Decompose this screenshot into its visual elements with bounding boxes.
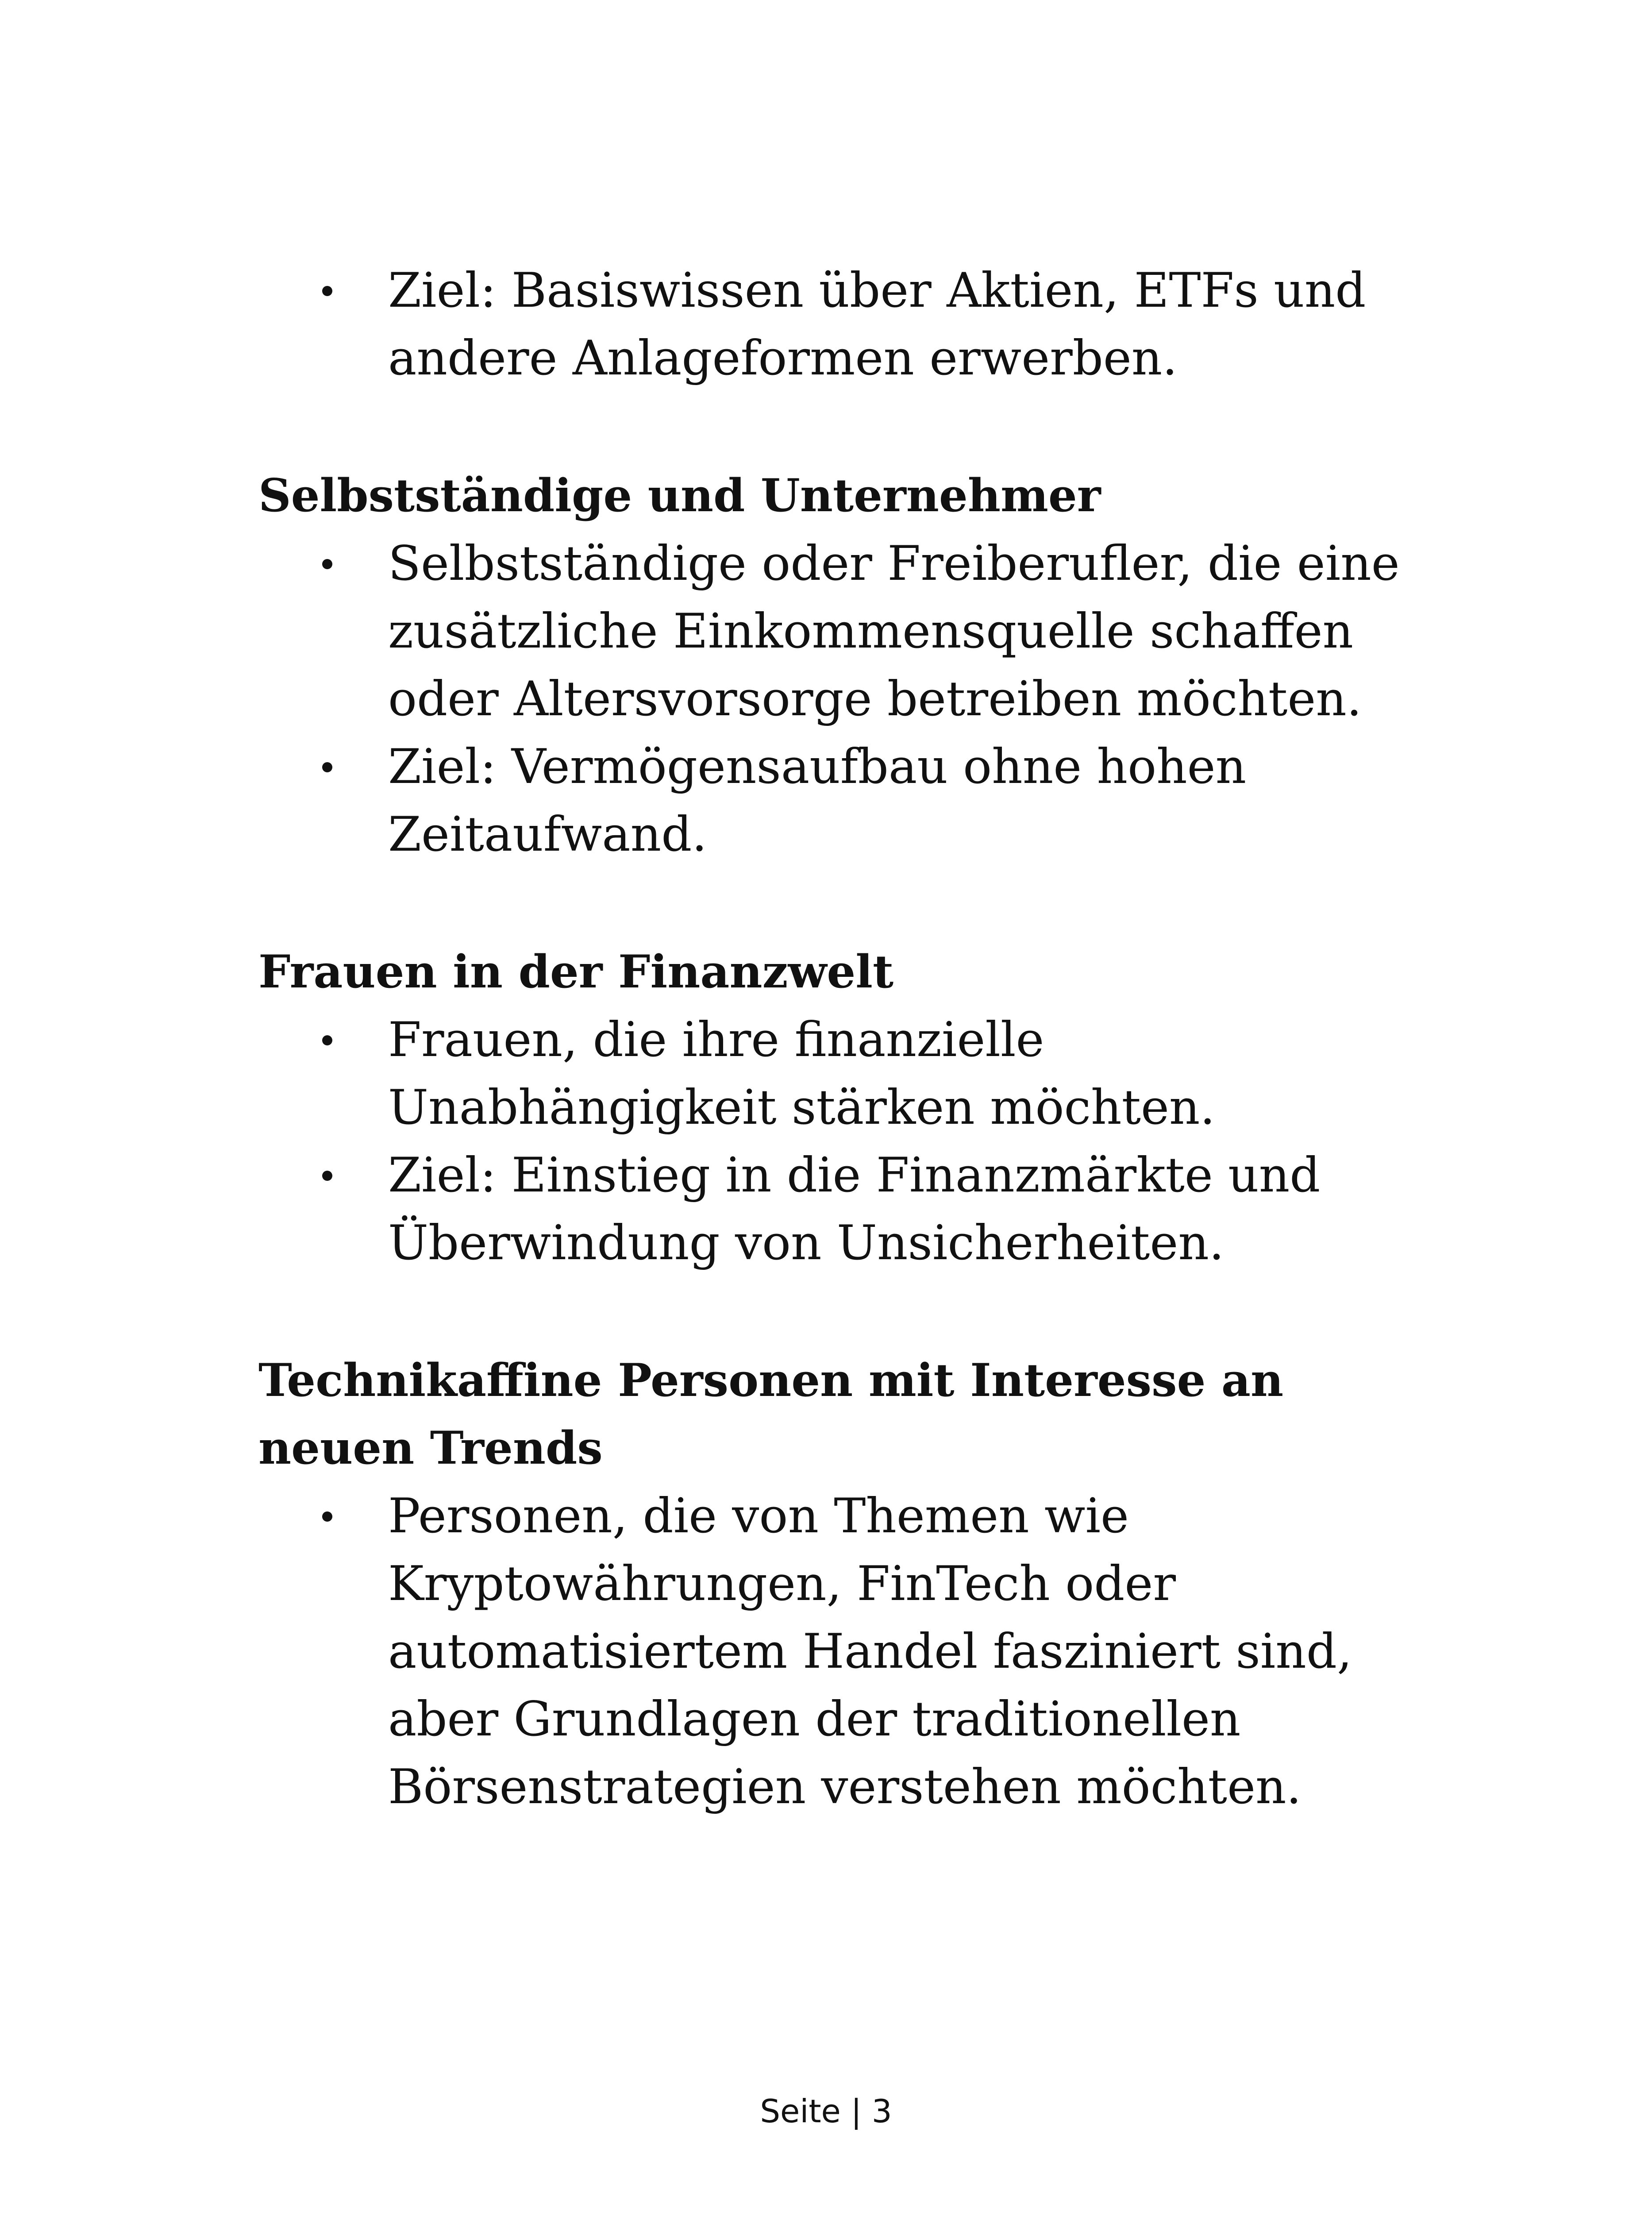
section-women-in-finance bbox=[258, 938, 1418, 1277]
list-item-text: Frauen, die ihre finanzielle Unabhängigkeit stärken möchten. bbox=[388, 1012, 1215, 1135]
bullet-icon bbox=[322, 762, 332, 772]
page-number-label: Seite | 3 bbox=[760, 2093, 892, 2130]
bullet-list bbox=[258, 257, 1418, 392]
bullet-icon bbox=[322, 1171, 332, 1181]
section-self-employed bbox=[258, 462, 1418, 868]
section-heading: Technikaffine Personen mit Interesse an neuen Trends bbox=[258, 1354, 1284, 1475]
section-learning-goal bbox=[258, 257, 1418, 392]
bullet-list bbox=[258, 530, 1418, 868]
list-item bbox=[388, 733, 1418, 868]
list-item bbox=[388, 1482, 1418, 1821]
list-item bbox=[388, 1006, 1418, 1141]
list-item bbox=[388, 1141, 1418, 1277]
bullet-list bbox=[258, 1482, 1418, 1821]
list-item-text: Ziel: Basiswissen über Aktien, ETFs und andere Anlageformen erwerben. bbox=[388, 263, 1366, 386]
section-heading: Frauen in der Finanzwelt bbox=[258, 945, 894, 999]
list-item-text: Ziel: Einstieg in die Finanzmärkte und Überwindung von Unsicherheiten. bbox=[388, 1148, 1321, 1271]
page-content bbox=[258, 257, 1418, 1891]
page-footer bbox=[0, 2089, 1652, 2133]
list-item-text: Selbstständige oder Freiberufler, die eine zusätzliche Einkommensquelle schaffen oder Altersvorsorge betreiben möchten. bbox=[388, 536, 1400, 727]
list-item bbox=[388, 530, 1418, 733]
section-heading: Selbstständige und Unternehmer bbox=[258, 469, 1101, 522]
section-tech-savvy bbox=[258, 1347, 1418, 1821]
bullet-list bbox=[258, 1006, 1418, 1277]
bullet-icon bbox=[322, 286, 332, 296]
bullet-icon bbox=[322, 1511, 332, 1522]
bullet-icon bbox=[322, 1035, 332, 1045]
bullet-icon bbox=[322, 559, 332, 569]
list-item bbox=[388, 257, 1418, 392]
list-item-text: Personen, die von Themen wie Kryptowährungen, FinTech oder automatisiertem Handel fasziniert sind, aber Grundlagen der traditionellen Börsenstrategien verstehen möchten. bbox=[388, 1488, 1352, 1815]
list-item-text: Ziel: Vermögensaufbau ohne hohen Zeitaufwand. bbox=[388, 739, 1247, 862]
